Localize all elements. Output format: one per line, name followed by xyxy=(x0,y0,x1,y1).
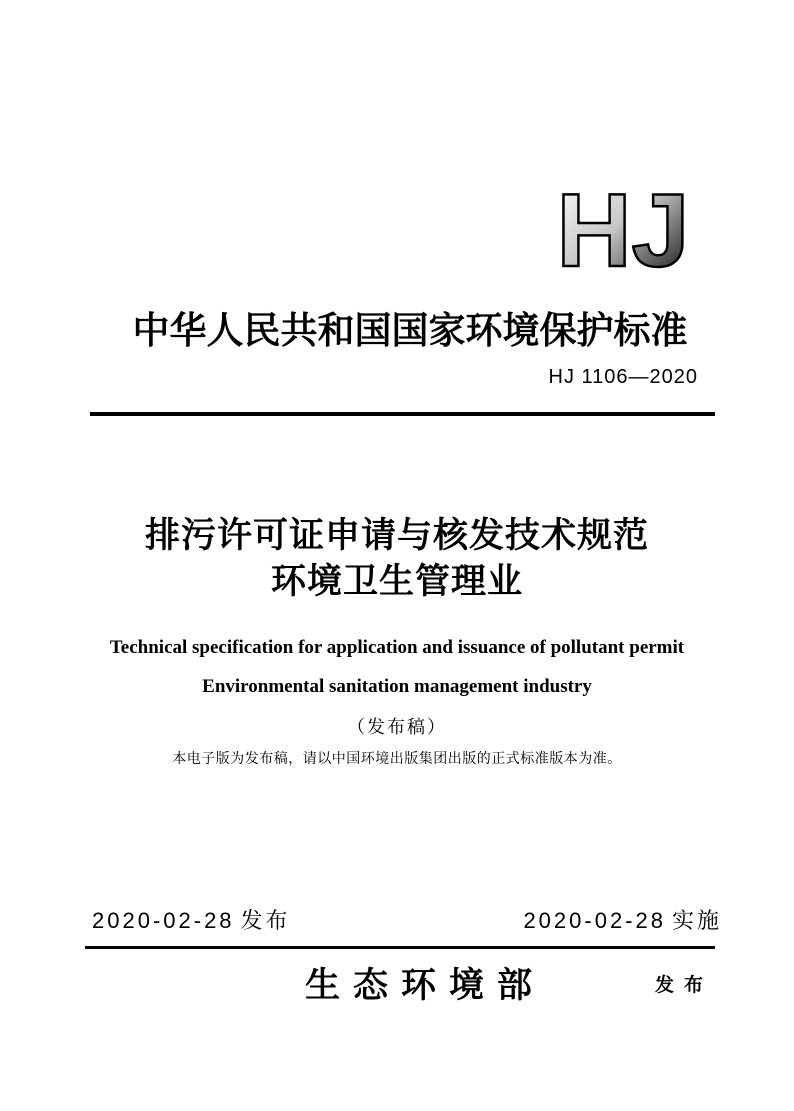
standard-number: HJ 1106—2020 xyxy=(548,366,698,388)
document-title-cn-line1: 排污许可证申请与核发技术规范 xyxy=(144,516,649,555)
draft-edition-label: （发布稿） xyxy=(347,717,447,737)
document-title-cn-line2: 环境卫生管理业 xyxy=(270,562,523,601)
issue-date-value: 2020-02-28 xyxy=(92,908,235,933)
hj-logo xyxy=(543,178,703,278)
document-title-cn xyxy=(0,513,794,605)
issue-date-label: 发布 xyxy=(240,908,291,933)
issuer-action-label: 发布 xyxy=(654,975,713,996)
issuing-ministry-name: 生态环境部 xyxy=(304,966,545,1005)
implementation-date-value: 2020-02-28 xyxy=(523,908,666,933)
standard-family-title: 中华人民共和国国家环境保护标准 xyxy=(132,310,688,351)
issue-date xyxy=(92,904,291,935)
bottom-divider-rule xyxy=(85,946,715,949)
top-divider-rule xyxy=(90,412,715,416)
document-title-en-line2: Environmental sanitation management industry xyxy=(202,676,592,697)
electronic-edition-note: 本电子版为发布稿，请以中国环境出版集团出版的正式标准版本为准。 xyxy=(172,750,622,766)
document-title-en-line1: Technical specification for application and issuance of pollutant permit xyxy=(109,637,685,658)
implementation-date-label: 实施 xyxy=(671,908,722,933)
implementation-date xyxy=(523,904,722,935)
hj-logo-text: HJ xyxy=(556,178,690,278)
